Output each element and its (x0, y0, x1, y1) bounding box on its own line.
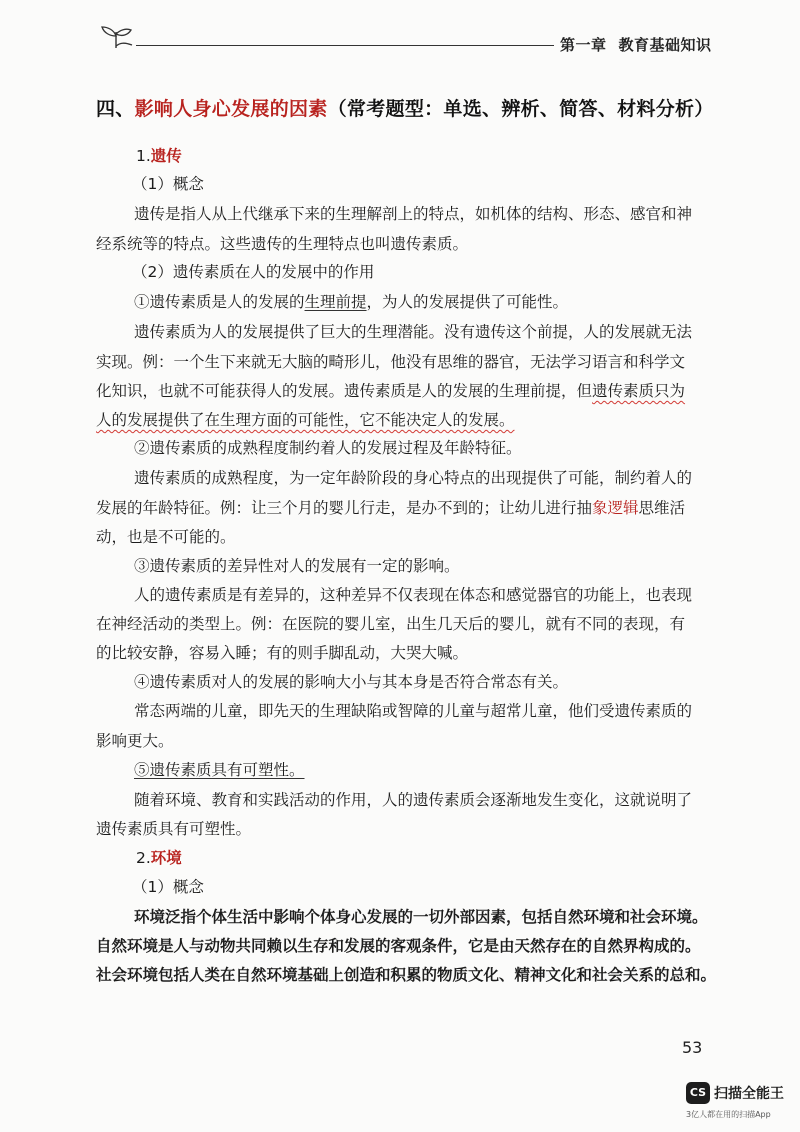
paragraph-line: 实现。例：一个生下来就无大脑的畸形儿，他没有思维的器官，无法学习语言和科学文 (96, 353, 686, 371)
subheading-concept: （1）概念 (132, 878, 204, 896)
heading-environment: 2.环境 (136, 849, 182, 867)
paragraph-line: 动，也是不可能的。 (96, 528, 236, 546)
scanner-app-name: 扫描全能王 (714, 1086, 784, 1102)
heading-heredity: 1.遗传 (136, 147, 182, 165)
paragraph-line: 随着环境、教育和实践活动的作用，人的遗传素质会逐渐地发生变化，这就说明了 (134, 791, 693, 809)
scanner-logo-icon: CS (686, 1082, 710, 1104)
sprout-icon (98, 24, 134, 50)
header-chapter: 第一章 (560, 36, 607, 54)
list-item-4: ④遗传素质对人的发展的影响大小与其本身是否符合常态有关。 (134, 673, 569, 691)
paragraph-line: 环境泛指个体生活中影响个体身心发展的一切外部因素，包括自然环境和社会环境。 (134, 907, 708, 926)
paragraph-line: 社会环境包括人类在自然环境基础上创造和积累的物质文化、精神文化和社会关系的总和。 (96, 965, 717, 984)
paragraph-line: 遗传素质具有可塑性。 (96, 820, 252, 838)
paragraph-line: 自然环境是人与动物共同赖以生存和发展的客观条件，它是由天然存在的自然界构成的。 (96, 936, 701, 955)
paragraph-line: 遗传素质为人的发展提供了巨大的生理潜能。没有遗传这个前提，人的发展就无法 (134, 323, 693, 341)
paragraph-line: 影响更大。 (96, 732, 174, 750)
paragraph-line: 经系统等的特点。这些遗传的生理特点也叫遗传素质。 (96, 235, 469, 253)
paragraph-line: 化知识，也就不可能获得人的发展。遗传素质是人的发展的生理前提，但遗传素质只为 (96, 382, 686, 400)
header-rule (136, 45, 554, 46)
paragraph-line: 人的发展提供了在生理方面的可能性，它不能决定人的发展。 (96, 411, 515, 429)
page-number: 53 (682, 1038, 703, 1057)
list-item-1: ①遗传素质是人的发展的生理前提，为人的发展提供了可能性。 (134, 293, 569, 311)
subheading-concept: （1）概念 (132, 175, 204, 193)
paragraph-line: 的比较安静，容易入睡；有的则手脚乱动，大哭大喊。 (96, 644, 469, 662)
running-header (560, 34, 712, 55)
paragraph-line: 发展的年龄特征。例：让三个月的婴儿行走，是办不到的；让幼儿进行抽象逻辑思维活 (96, 499, 686, 517)
paragraph-line: 常态两端的儿童，即先天的生理缺陷或智障的儿童与超常儿童，他们受遗传素质的 (134, 702, 693, 720)
paragraph-line: 遗传素质的成熟程度，为一定年龄阶段的身心特点的出现提供了可能，制约着人的 (134, 469, 693, 487)
subheading-role: （2）遗传素质在人的发展中的作用 (132, 263, 375, 281)
list-item-2: ②遗传素质的成熟程度制约着人的发展过程及年龄特征。 (134, 439, 522, 457)
list-item-5: ⑤遗传素质具有可塑性。 (134, 761, 305, 779)
paragraph-line: 遗传是指人从上代继承下来的生理解剖上的特点，如机体的结构、形态、感官和神 (134, 205, 693, 223)
list-item-3: ③遗传素质的差异性对人的发展有一定的影响。 (134, 557, 460, 575)
paragraph-line: 在神经活动的类型上。例：在医院的婴儿室，出生几天后的婴儿，就有不同的表现，有 (96, 615, 686, 633)
section-title: 四、影响人身心发展的因素（常考题型：单选、辨析、简答、材料分析） (96, 98, 714, 120)
scanner-watermark (686, 1082, 798, 1128)
scanner-tagline: 3亿人都在用的扫描App (686, 1110, 771, 1119)
paragraph-line: 人的遗传素质是有差异的，这种差异不仅表现在体态和感觉器官的功能上，也表现 (134, 586, 693, 604)
header-title: 教育基础知识 (618, 36, 712, 54)
